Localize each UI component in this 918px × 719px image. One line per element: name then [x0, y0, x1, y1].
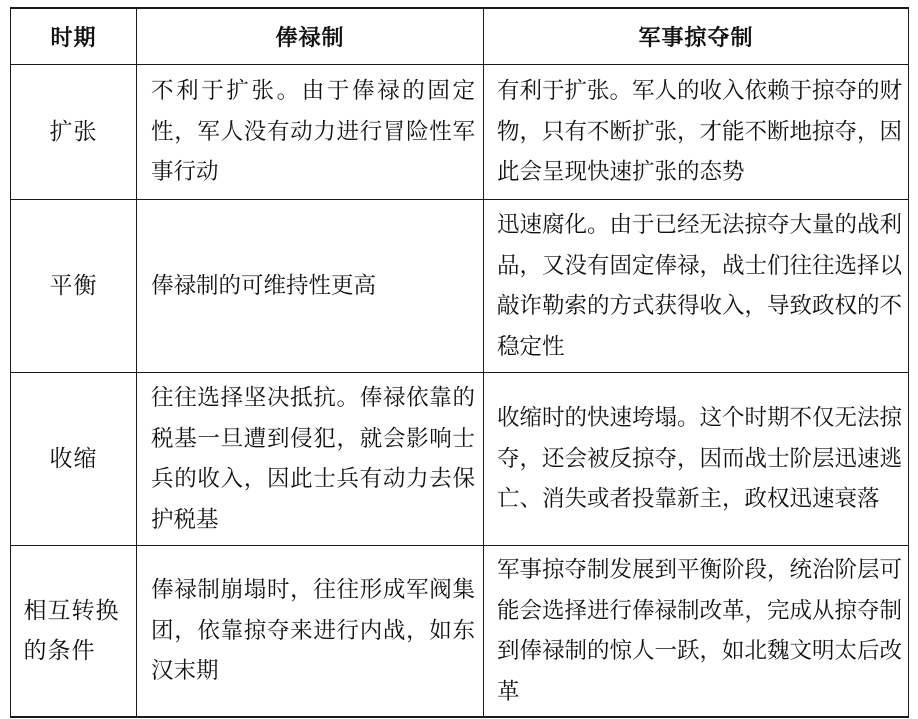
period-cell	[11, 546, 137, 718]
period-label: 收缩	[49, 446, 98, 472]
plunder-cell: 有利于扩张。军人的收入依赖于掠夺的财物，只有不断扩张，才能不断地掠夺，因此会呈现快速扩张的态势	[484, 65, 909, 200]
header-plunder-system: 军事掠夺制	[484, 8, 909, 65]
table-row	[11, 546, 909, 718]
period-label: 相互转换的条件	[23, 598, 120, 664]
period-label: 扩张	[49, 119, 98, 145]
header-period: 时期	[11, 8, 137, 65]
table-row	[11, 65, 909, 200]
table-body	[11, 65, 909, 718]
stipend-cell: 不利于扩张。由于俸禄的固定性，军人没有动力进行冒险性军事行动	[137, 65, 484, 200]
period-cell	[11, 200, 137, 373]
header-row	[11, 8, 909, 65]
stipend-cell: 往往选择坚决抵抗。俸禄依靠的税基一旦遭到侵犯，就会影响士兵的收入，因此士兵有动力去保护税基	[137, 373, 484, 546]
period-cell	[11, 373, 137, 546]
table-row	[11, 373, 909, 546]
plunder-cell: 军事掠夺制发展到平衡阶段，统治阶层可能会选择进行俸禄制改革，完成从掠夺制到俸禄制的惊人一跃，如北魏文明太后改革	[484, 546, 909, 718]
stipend-cell: 俸禄制的可维持性更高	[137, 200, 484, 373]
stipend-cell: 俸禄制崩塌时，往往形成军阀集团，依靠掠夺来进行内战，如东汉末期	[137, 546, 484, 718]
table-row	[11, 200, 909, 373]
plunder-cell: 迅速腐化。由于已经无法掠夺大量的战利品，又没有固定俸禄，战士们往往选择以敲诈勒索的方式获得收入，导致政权的不稳定性	[484, 200, 909, 373]
period-label: 平衡	[49, 273, 98, 299]
plunder-cell: 收缩时的快速垮塌。这个时期不仅无法掠夺，还会被反掠夺，因而战士阶层迅速逃亡、消失或者投靠新主，政权迅速衰落	[484, 373, 909, 546]
comparison-table	[10, 7, 909, 718]
header-stipend-system: 俸禄制	[137, 8, 484, 65]
period-cell	[11, 65, 137, 200]
table-header	[11, 8, 909, 65]
